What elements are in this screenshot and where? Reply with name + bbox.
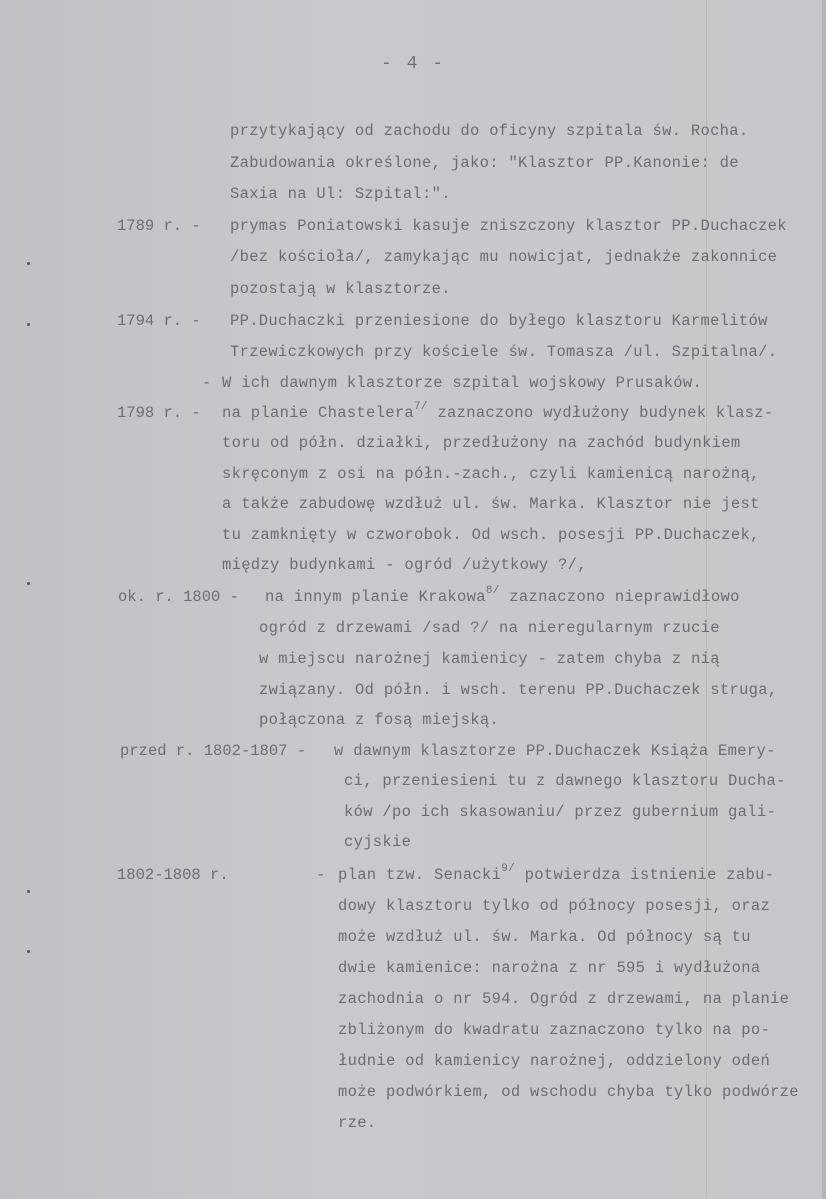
text-line: /bez kościoła/, zamykając mu nowicjat, jednakże zakonnice bbox=[230, 248, 778, 266]
margin-mark bbox=[27, 890, 30, 893]
text-line: na innym planie Krakowa$^{8/}$ zaznaczono nieprawidłowo bbox=[265, 585, 740, 606]
text-line: ogród z drzewami /sad ?/ na nieregularnym rzucie bbox=[259, 619, 720, 637]
text-line: skręconym z osi na półn.-zach., czyli kamienicą narożną, bbox=[222, 465, 760, 483]
margin-mark bbox=[27, 262, 30, 265]
footnote-ref: 9/ bbox=[501, 863, 516, 875]
text-line: ków /po ich skasowaniu/ przez gubernium gali- bbox=[344, 803, 777, 821]
text-line: toru od półn. działki, przedłużony na zachód budynkiem bbox=[222, 434, 741, 452]
text-line: Saxia na Ul: Szpital:". bbox=[230, 185, 451, 203]
text-line: Trzewiczkowych przy kościele św. Tomasza /ul. Szpitalna/. bbox=[230, 343, 778, 361]
entry-date: 1794 r. - bbox=[117, 312, 201, 330]
text-line: cyjskie bbox=[344, 833, 412, 851]
text-line: ci, przeniesieni tu z dawnego klasztoru Ducha- bbox=[344, 772, 786, 790]
text-line: dowy klasztoru tylko od północy posesji, oraz bbox=[338, 897, 771, 915]
entry-dash: - bbox=[316, 866, 326, 884]
text-line: zachodnia o nr 594. Ogród z drzewami, na planie bbox=[338, 990, 790, 1008]
text-line: rze. bbox=[338, 1114, 377, 1132]
entry-dash: - bbox=[202, 374, 212, 392]
text-line: PP.Duchaczki przeniesione do byłego klasztoru Karmelitów bbox=[230, 312, 768, 330]
text-line: dwie kamienice: narożna z nr 595 i wydłużona bbox=[338, 959, 761, 977]
entry-date: przed r. 1802-1807 - bbox=[120, 742, 307, 760]
text-line: w dawnym klasztorze PP.Duchaczek Książa Emery- bbox=[334, 742, 776, 760]
text-line: łudnie od kamienicy narożnej, oddzielony odeń bbox=[338, 1052, 771, 1070]
footnote-ref: 7/ bbox=[414, 401, 428, 413]
text-line: może wzdłuż ul. św. Marka. Od północy są tu bbox=[338, 928, 751, 946]
text-line: a także zabudowę wzdłuż ul. św. Marka. Klasztor nie jest bbox=[222, 495, 760, 513]
entry-date: 1798 r. - bbox=[117, 404, 201, 422]
margin-mark bbox=[27, 323, 30, 326]
text-line: W ich dawnym klasztorze szpital wojskowy Prusaków. bbox=[222, 374, 703, 392]
page-number: - 4 - bbox=[380, 54, 445, 74]
margin-mark bbox=[27, 950, 30, 953]
margin-mark bbox=[27, 582, 30, 585]
text-line: Zabudowania określone, jako: "Klasztor PP.Kanonie: de bbox=[230, 154, 739, 172]
text-line: między budynkami - ogród /użytkowy ?/, bbox=[222, 556, 587, 574]
footnote-ref: 8/ bbox=[485, 585, 500, 597]
text-line: zbliżonym do kwadratu zaznaczono tylko na po- bbox=[338, 1021, 771, 1039]
text-line: na planie Chastelera$^{7/}$ zaznaczono wydłużony budynek klasz- bbox=[222, 401, 774, 422]
entry-date: ok. r. 1800 - bbox=[118, 588, 239, 606]
entry-date: 1802-1808 r. bbox=[117, 866, 229, 884]
text-line: tu zamknięty w czworobok. Od wsch. posesji PP.Duchaczek, bbox=[222, 526, 760, 544]
text-line: może podwórkiem, od wschodu chyba tylko podwórze bbox=[338, 1083, 799, 1101]
text-line: w miejscu narożnej kamienicy - zatem chyba z nią bbox=[259, 650, 720, 668]
text-line: połączona z fosą miejską. bbox=[259, 711, 500, 729]
text-line: przytykający od zachodu do oficyny szpitala św. Rocha. bbox=[230, 122, 749, 140]
text-line: pozostają w klasztorze. bbox=[230, 280, 451, 298]
entry-date: 1789 r. - bbox=[117, 217, 201, 235]
paper-edge bbox=[822, 0, 826, 1199]
text-line: plan tzw. Senacki$^{9/}$ potwierdza istnienie zabu- bbox=[338, 863, 775, 884]
text-line: prymas Poniatowski kasuje zniszczony klasztor PP.Duchaczek bbox=[230, 217, 787, 235]
text-line: związany. Od półn. i wsch. terenu PP.Duchaczek struga, bbox=[259, 681, 778, 699]
